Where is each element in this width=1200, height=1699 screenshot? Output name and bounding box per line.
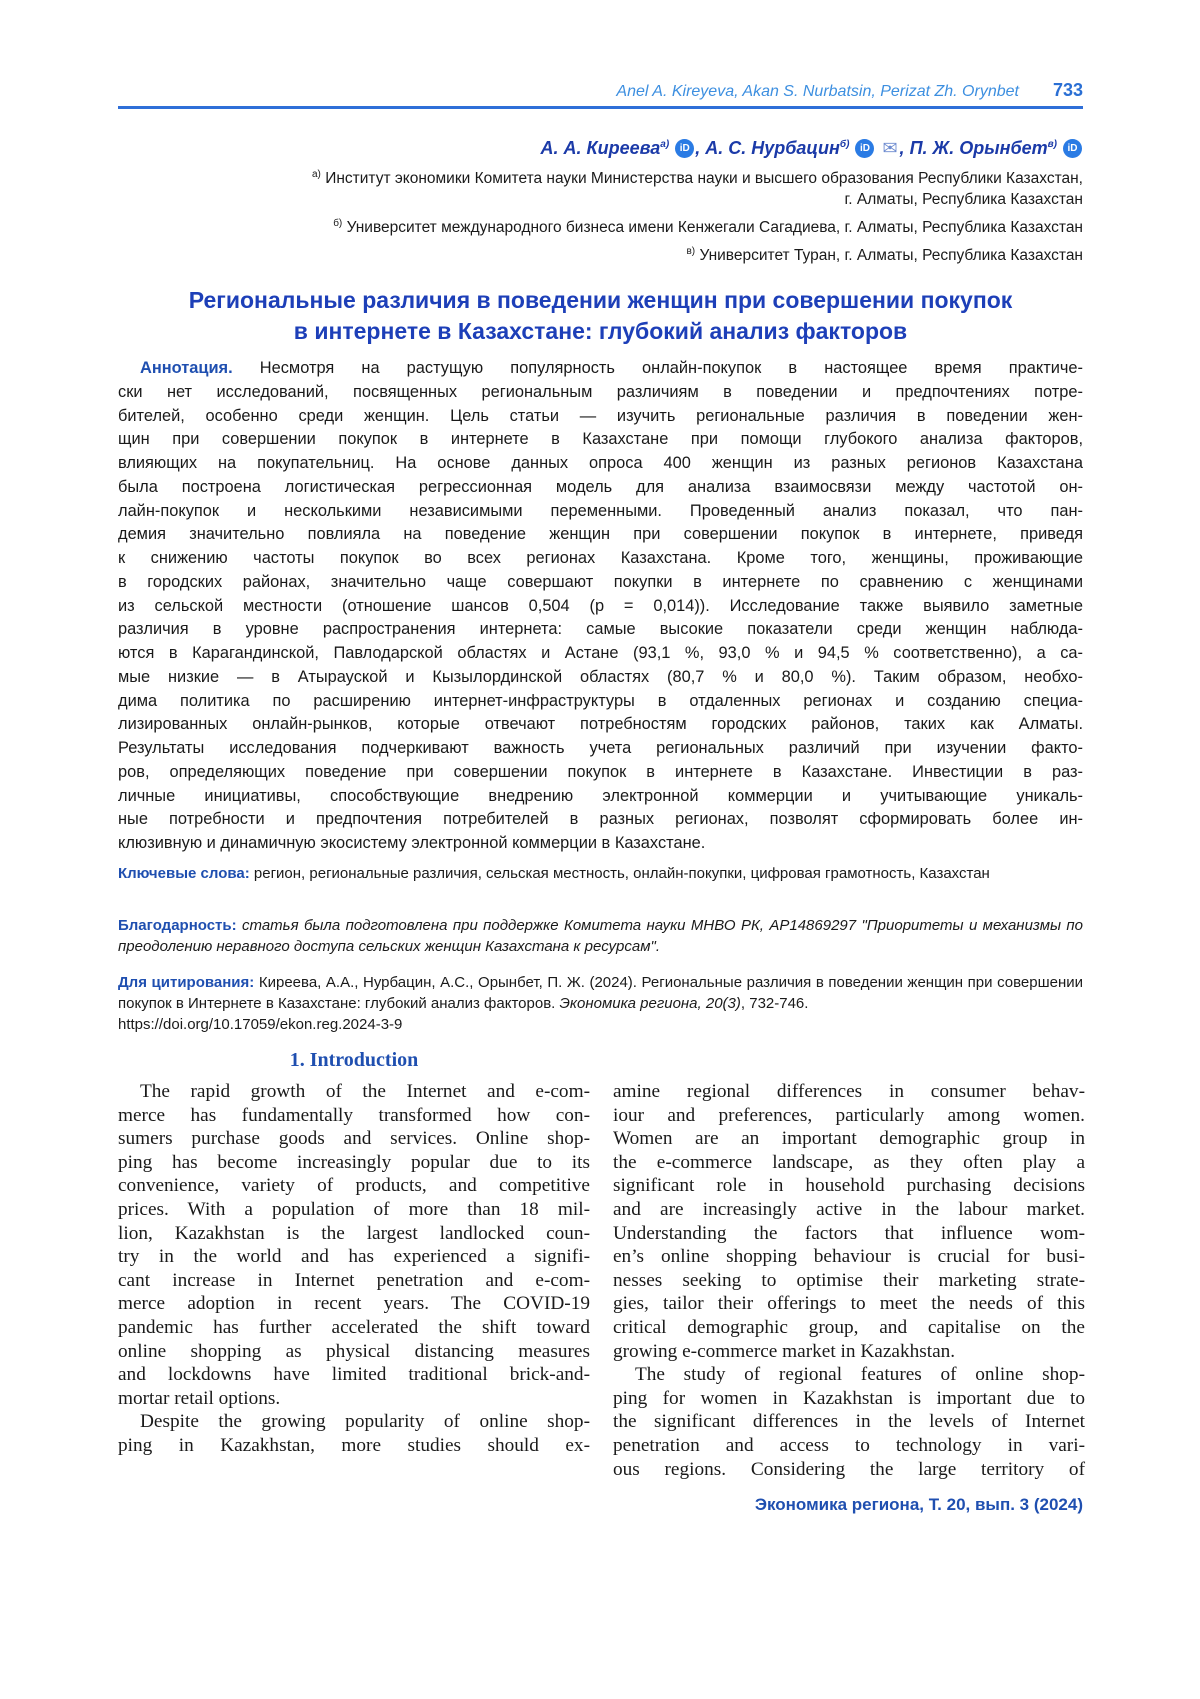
author-affil-mark: б) <box>840 139 850 150</box>
text-line: prices. With a population of more than 18 mil- <box>118 1198 590 1222</box>
abstract-line <box>118 428 1083 452</box>
header-rule <box>118 106 1083 109</box>
paragraph <box>613 1080 1085 1363</box>
affiliation-c <box>118 241 1083 266</box>
abstract-line <box>118 595 1083 619</box>
text-line: ous regions. Considering the large territory of <box>613 1458 1085 1482</box>
abstract-line <box>118 452 1083 476</box>
abstract-line-text: Результаты исследования подчеркивают важность учета региональных различий при изучении факто- <box>118 739 1083 757</box>
abstract-line <box>118 381 1083 405</box>
text-line: The study of regional features of online shop- <box>613 1363 1085 1387</box>
abstract-line <box>118 476 1083 500</box>
keywords-label: Ключевые слова: <box>118 865 250 882</box>
text-line: en’s online shopping behaviour is crucial for busi- <box>613 1245 1085 1269</box>
abstract-line <box>118 357 1083 381</box>
text-line: ping has become increasingly popular due to its <box>118 1151 590 1175</box>
affil-mark: б) <box>333 218 342 229</box>
abstract-line-text: мые низкие — в Атырауской и Кызылординской областях (80,7 % и 80,0 %). Таким образом, необхо- <box>118 668 1083 686</box>
title-line: в интернете в Казахстане: глубокий анализ факторов <box>118 316 1083 347</box>
acknowledgement-label: Благодарность: <box>118 917 237 934</box>
text-line: Women are an important demographic group in <box>613 1127 1085 1151</box>
paragraph <box>118 1080 590 1410</box>
abstract-line-text: к снижению частоты покупок во всех регионах Казахстана. Кроме того, женщины, проживающие <box>118 549 1083 567</box>
abstract-line <box>118 832 1083 856</box>
affil-line: г. Алматы, Республика Казахстан <box>118 189 1083 210</box>
abstract-line <box>118 405 1083 429</box>
abstract-line-text: ров, определяющих поведение при совершении покупок в интернете в Казахстане. Инвестиции в раз- <box>118 763 1083 781</box>
mail-icon[interactable]: ✉ <box>882 138 897 159</box>
text-line: cant increase in Internet penetration and e-com- <box>118 1269 590 1293</box>
text-line: mortar retail options. <box>118 1387 590 1411</box>
author-name: А. С. Нурбацин <box>705 138 840 158</box>
running-header <box>118 80 1083 101</box>
citation-pages: , 732-746. <box>741 995 809 1012</box>
author-name: А. А. Киреева <box>541 138 661 158</box>
citation-journal: Экономика региона, 20(3) <box>560 995 741 1012</box>
abstract-line <box>118 618 1083 642</box>
abstract-line-text: была построена логистическая регрессионная модель для анализа взаимосвязи между частотой он- <box>118 478 1083 496</box>
abstract-line-text: бителей, особенно среди женщин. Цель статьи — изучить региональные различия в поведении жен- <box>118 407 1083 425</box>
keywords <box>118 863 1083 884</box>
orcid-icon[interactable]: iD <box>1063 139 1082 158</box>
orcid-icon[interactable]: iD <box>855 139 874 158</box>
affiliation-b <box>118 213 1083 238</box>
text-line: significant role in household purchasing decisions <box>613 1174 1085 1198</box>
text-line: merce has fundamentally transformed how con- <box>118 1104 590 1128</box>
affil-mark: а) <box>312 169 321 180</box>
text-line: online shopping as physical distancing measures <box>118 1340 590 1364</box>
citation-text: Киреева, А.А., Нурбацин, А.С., Орынбет, П. Ж. (2024). Региональные различия в поведении женщин при совершении покупок в Интернете в Казахстане: глубокий анализ факторов. <box>118 974 1083 1012</box>
abstract-label: Аннотация. <box>140 359 233 377</box>
paragraph <box>613 1363 1085 1481</box>
citation <box>118 972 1083 1035</box>
text-line: nesses seeking to optimise their marketing strate- <box>613 1269 1085 1293</box>
text-line: Despite the growing popularity of online shop- <box>118 1410 590 1434</box>
abstract-line-text: личные инициативы, способствующие внедрению электронной коммерции и учитывающие уникаль- <box>118 787 1083 805</box>
text-line: and are increasingly active in the labour market. <box>613 1198 1085 1222</box>
citation-doi-link[interactable]: https://doi.org/10.17059/ekon.reg.2024-3-9 <box>118 1014 1083 1035</box>
abstract-line <box>118 666 1083 690</box>
keywords-text: регион, региональные различия, сельская местность, онлайн-покупки, цифровая грамотность, Казахстан <box>254 865 990 882</box>
title-line: Региональные различия в поведении женщин при совершении покупок <box>118 285 1083 316</box>
abstract-line-text: различия в уровне распространения интернета: самые высокие показатели среди женщин наблюда- <box>118 620 1083 638</box>
abstract-line-text: ски нет исследований, посвященных региональным различиям в поведении и предпочтениях потре- <box>118 383 1083 401</box>
abstract-line-text: Несмотря на растущую популярность онлайн-покупок в настоящее время практиче- <box>260 359 1083 377</box>
article-title <box>118 285 1083 347</box>
affil-line: Институт экономики Комитета науки Министерства науки и высшего образования Республики Казахстан, <box>325 170 1083 187</box>
abstract-line-text: из сельской местности (отношение шансов 0,504 (p = 0,014)). Исследование также выявило заметные <box>118 597 1083 615</box>
abstract <box>118 357 1083 856</box>
journal-footer: Экономика региона, Т. 20, вып. 3 (2024) <box>118 1495 1083 1515</box>
acknowledgement-text: статья была подготовлена при поддержке Комитета науки МНВО РК, AP14869297 "Приоритеты и механизмы по преодолению неравного доступа сельских женщин Казахстана к ресурсам". <box>118 917 1083 955</box>
author-name: П. Ж. Орынбет <box>910 138 1048 158</box>
affil-line: Университет международного бизнеса имени Кенжегали Сагадиева, г. Алматы, Республика Казахстан <box>347 219 1083 236</box>
abstract-line-text: в городских районах, значительно чаще совершают покупки в интернете по сравнению с женщинами <box>118 573 1083 591</box>
abstract-line <box>118 785 1083 809</box>
abstract-line <box>118 690 1083 714</box>
abstract-line-text: щин при совершении покупок в интернете в Казахстане при помощи глубокого анализа факторов, <box>118 430 1083 448</box>
affil-line: Университет Туран, г. Алматы, Республика Казахстан <box>699 247 1083 264</box>
citation-label: Для цитирования: <box>118 974 254 991</box>
text-line: growing e-commerce market in Kazakhstan. <box>613 1340 1085 1364</box>
text-line: convenience, variety of products, and competitive <box>118 1174 590 1198</box>
text-line: sumers purchase goods and services. Online shop- <box>118 1127 590 1151</box>
abstract-line-text: влияющих на покупательниц. На основе данных опроса 400 женщин из разных регионов Казахстана <box>118 454 1083 472</box>
text-line: pandemic has further accelerated the shift toward <box>118 1316 590 1340</box>
abstract-line <box>118 571 1083 595</box>
abstract-line <box>118 737 1083 761</box>
abstract-line <box>118 547 1083 571</box>
text-line: Understanding the factors that influence wom- <box>613 1222 1085 1246</box>
abstract-line <box>118 523 1083 547</box>
text-line: lion, Kazakhstan is the largest landlocked coun- <box>118 1222 590 1246</box>
abstract-line-text: ные потребности и предпочтения потребителей в разных регионах, позволят сформировать более ин- <box>118 810 1083 828</box>
abstract-line <box>118 808 1083 832</box>
abstract-line <box>118 642 1083 666</box>
text-line: critical demographic group, and capitalise on the <box>613 1316 1085 1340</box>
affil-mark: в) <box>686 246 695 257</box>
section-heading: 1. Introduction <box>118 1049 590 1072</box>
text-line: penetration and access to technology in vari- <box>613 1434 1085 1458</box>
abstract-line-text: дима политика по расширению интернет-инфраструктуры в отдаленных регионах и созданию специа- <box>118 692 1083 710</box>
abstract-line-text: клюзивную и динамичную экосистему электронной коммерции в Казахстане. <box>118 834 705 852</box>
author-list: А. А. Кирееваа) iD , А. С. Нурбацинб) iD ✉ , П. Ж. Орынбетв) iD <box>118 138 1083 159</box>
text-line: try in the world and has experienced a signifi- <box>118 1245 590 1269</box>
abstract-line <box>118 761 1083 785</box>
author-affil-mark: в) <box>1048 139 1057 150</box>
abstract-line-text: лайн-покупок и несколькими независимыми переменными. Проведенный анализ показал, что пан- <box>118 502 1083 520</box>
orcid-icon[interactable]: iD <box>675 139 694 158</box>
text-line: The rapid growth of the Internet and e-com- <box>118 1080 590 1104</box>
page-number: 733 <box>1053 80 1083 100</box>
text-line: ping for women in Kazakhstan is important due to <box>613 1387 1085 1411</box>
text-line: and lockdowns have limited traditional brick-and- <box>118 1363 590 1387</box>
text-line: the significant differences in the levels of Internet <box>613 1410 1085 1434</box>
affiliation-a <box>118 164 1083 210</box>
text-line: gies, tailor their offerings to meet the needs of this <box>613 1292 1085 1316</box>
text-line: the e-commerce landscape, as they often play a <box>613 1151 1085 1175</box>
abstract-line <box>118 713 1083 737</box>
abstract-line-text: лизированных онлайн-рынков, которые отвечают потребностям городских районов, таких как Алматы. <box>118 715 1083 733</box>
author-affil-mark: а) <box>660 139 669 150</box>
running-authors: Anel A. Kireyeva, Akan S. Nurbatsin, Perizat Zh. Orynbet <box>616 83 1019 100</box>
body-column-right <box>613 1080 1085 1481</box>
paragraph <box>118 1410 590 1457</box>
acknowledgement <box>118 915 1083 957</box>
body-column-left <box>118 1080 590 1458</box>
abstract-line-text: демия значительно повлияла на поведение женщин при совершении покупок в интернете, приведя <box>118 525 1083 543</box>
abstract-line <box>118 500 1083 524</box>
text-line: amine regional differences in consumer behav- <box>613 1080 1085 1104</box>
abstract-line-text: ются в Карагандинской, Павлодарской областях и Астане (93,1 %, 93,0 % и 94,5 % соответственно), а са- <box>118 644 1083 662</box>
text-line: ping in Kazakhstan, more studies should ex- <box>118 1434 590 1458</box>
text-line: iour and preferences, particularly among women. <box>613 1104 1085 1128</box>
text-line: merce adoption in recent years. The COVID-19 <box>118 1292 590 1316</box>
